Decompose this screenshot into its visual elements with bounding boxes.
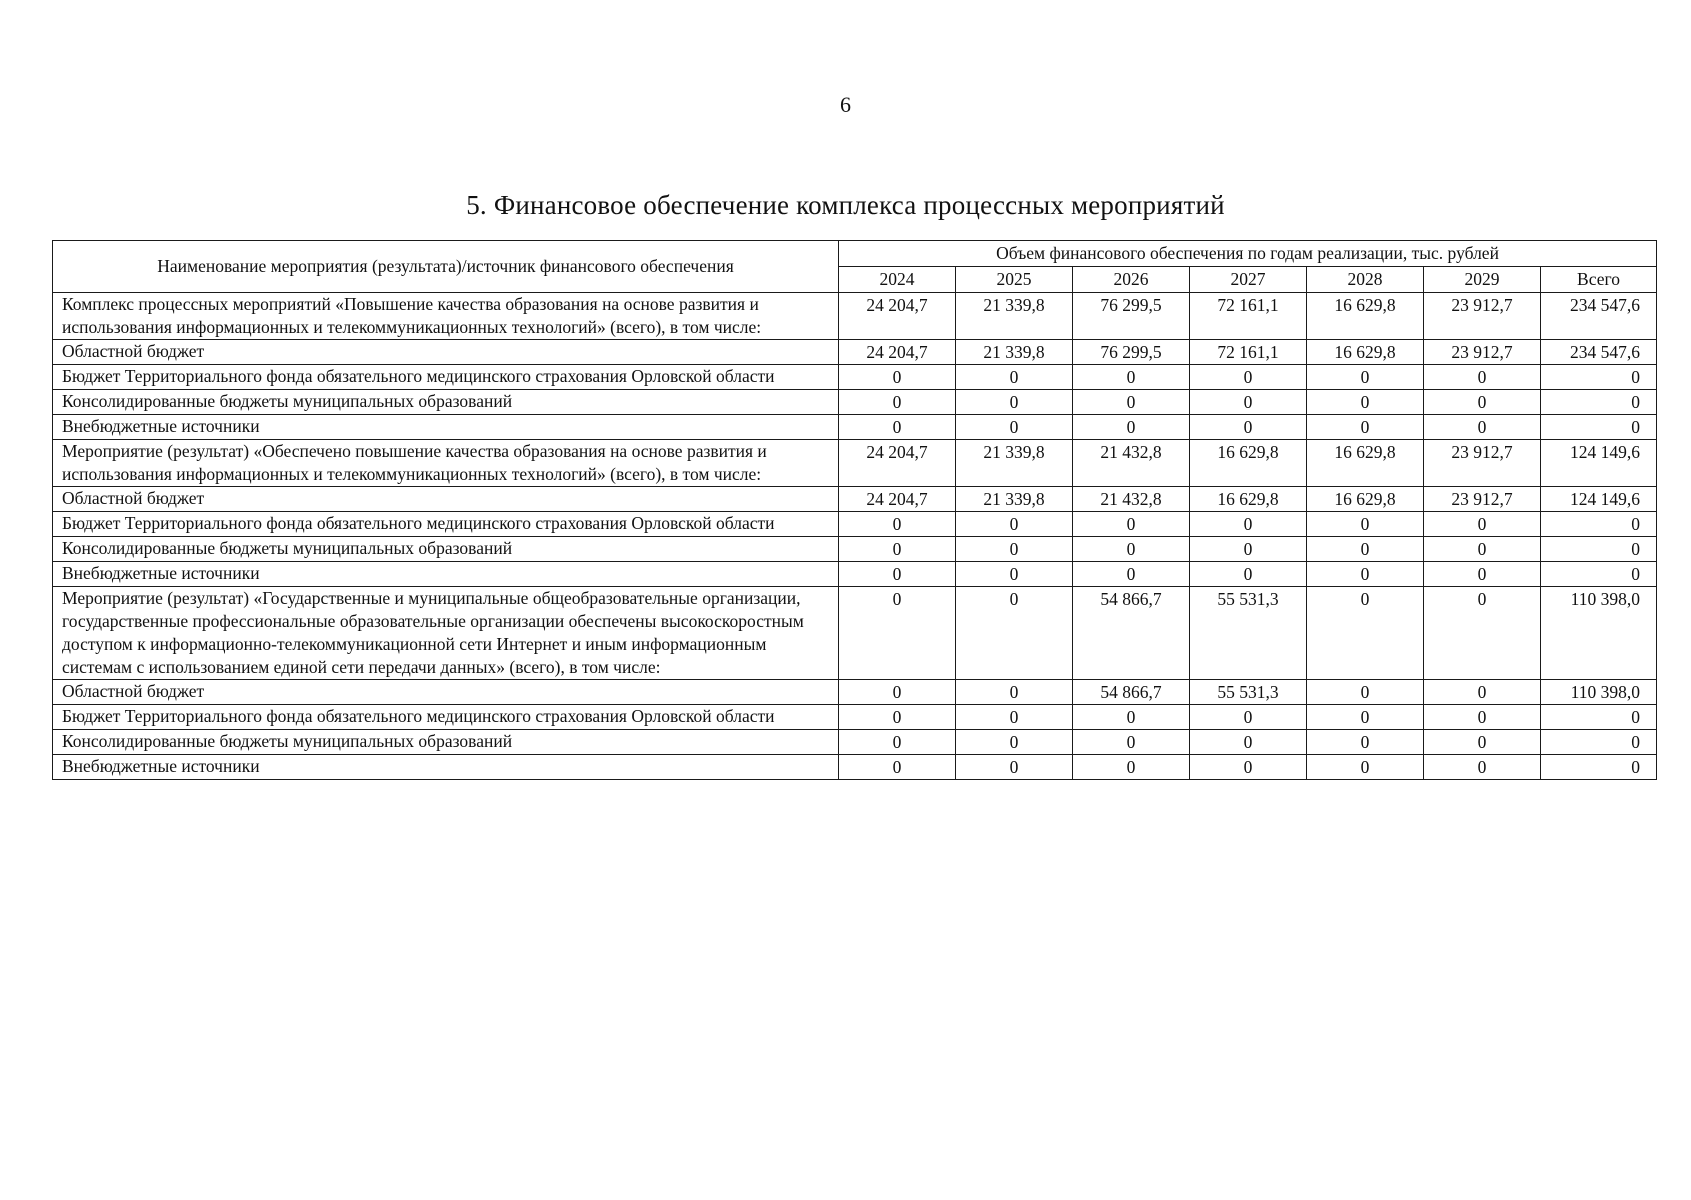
row-name-cell: Внебюджетные источники [53, 562, 839, 587]
row-value-cell: 0 [956, 365, 1073, 390]
row-value-cell: 0 [1073, 705, 1190, 730]
row-value-cell: 0 [1307, 755, 1424, 780]
header-year-2029: 2029 [1424, 267, 1541, 293]
row-value-cell: 0 [1424, 365, 1541, 390]
row-value-cell: 0 [1424, 755, 1541, 780]
row-value-cell: 0 [1307, 562, 1424, 587]
row-value-cell: 0 [839, 705, 956, 730]
row-value-cell: 21 339,8 [956, 487, 1073, 512]
row-value-cell: 0 [1073, 562, 1190, 587]
row-value-cell: 72 161,1 [1190, 340, 1307, 365]
table-row [53, 440, 1657, 487]
row-value-cell: 76 299,5 [1073, 293, 1190, 340]
row-total-cell: 124 149,6 [1541, 487, 1657, 512]
row-value-cell: 23 912,7 [1424, 440, 1541, 487]
row-value-cell: 0 [1424, 537, 1541, 562]
table-row [53, 562, 1657, 587]
row-value-cell: 0 [1073, 365, 1190, 390]
row-value-cell: 55 531,3 [1190, 587, 1307, 680]
row-value-cell: 21 339,8 [956, 293, 1073, 340]
row-total-cell: 0 [1541, 730, 1657, 755]
row-value-cell: 0 [1190, 365, 1307, 390]
row-value-cell: 0 [839, 512, 956, 537]
row-name-cell: Внебюджетные источники [53, 755, 839, 780]
table-row [53, 587, 1657, 680]
header-row-top [53, 241, 1657, 267]
row-total-cell: 234 547,6 [1541, 340, 1657, 365]
row-value-cell: 0 [1424, 730, 1541, 755]
header-year-2024: 2024 [839, 267, 956, 293]
row-name-cell: Внебюджетные источники [53, 415, 839, 440]
row-value-cell: 0 [1073, 415, 1190, 440]
row-value-cell: 23 912,7 [1424, 293, 1541, 340]
header-year-2025: 2025 [956, 267, 1073, 293]
row-value-cell: 24 204,7 [839, 440, 956, 487]
row-value-cell: 76 299,5 [1073, 340, 1190, 365]
row-value-cell: 0 [839, 755, 956, 780]
header-volume-group: Объем финансового обеспечения по годам реализации, тыс. рублей [839, 241, 1657, 267]
table-row [53, 415, 1657, 440]
table-row [53, 340, 1657, 365]
row-value-cell: 0 [839, 680, 956, 705]
table-row [53, 293, 1657, 340]
row-value-cell: 0 [956, 537, 1073, 562]
row-value-cell: 21 339,8 [956, 340, 1073, 365]
table-row [53, 705, 1657, 730]
row-total-cell: 0 [1541, 562, 1657, 587]
row-value-cell: 16 629,8 [1307, 340, 1424, 365]
row-name-cell: Бюджет Территориального фонда обязательного медицинского страхования Орловской области [53, 705, 839, 730]
row-value-cell: 24 204,7 [839, 487, 956, 512]
row-name-cell: Мероприятие (результат) «Государственные и муниципальные общеобразовательные организации, государственные профессиональные образовательные организации обеспечены высокоскоростным доступом к информационно-телекоммуникационной сети Интернет и иным информационным системам с использованием единой сети передачи данных» (всего), в том числе: [53, 587, 839, 680]
row-value-cell: 0 [1073, 730, 1190, 755]
row-total-cell: 0 [1541, 705, 1657, 730]
row-value-cell: 54 866,7 [1073, 680, 1190, 705]
row-name-cell: Комплекс процессных мероприятий «Повышение качества образования на основе развития и использования информационных и телекоммуникационных технологий» (всего), в том числе: [53, 293, 839, 340]
section-title: 5. Финансовое обеспечение комплекса процессных мероприятий [466, 190, 1225, 220]
row-total-cell: 0 [1541, 537, 1657, 562]
row-value-cell: 54 866,7 [1073, 587, 1190, 680]
table-row [53, 365, 1657, 390]
row-name-cell: Областной бюджет [53, 487, 839, 512]
row-value-cell: 0 [1424, 415, 1541, 440]
row-name-cell: Консолидированные бюджеты муниципальных образований [53, 730, 839, 755]
row-value-cell: 0 [956, 755, 1073, 780]
row-value-cell: 0 [839, 562, 956, 587]
row-value-cell: 16 629,8 [1190, 440, 1307, 487]
row-value-cell: 21 432,8 [1073, 487, 1190, 512]
row-value-cell: 0 [839, 730, 956, 755]
financing-table [52, 240, 1657, 780]
row-value-cell: 0 [1424, 512, 1541, 537]
row-value-cell: 0 [1307, 415, 1424, 440]
row-value-cell: 0 [1073, 512, 1190, 537]
row-value-cell: 0 [956, 730, 1073, 755]
row-value-cell: 55 531,3 [1190, 680, 1307, 705]
row-total-cell: 0 [1541, 512, 1657, 537]
row-value-cell: 0 [1307, 680, 1424, 705]
row-value-cell: 0 [1190, 705, 1307, 730]
table-row [53, 487, 1657, 512]
row-value-cell: 0 [956, 512, 1073, 537]
row-total-cell: 110 398,0 [1541, 587, 1657, 680]
header-year-2027: 2027 [1190, 267, 1307, 293]
row-name-cell: Бюджет Территориального фонда обязательного медицинского страхования Орловской области [53, 512, 839, 537]
row-value-cell: 0 [1307, 587, 1424, 680]
table-row [53, 537, 1657, 562]
row-value-cell: 0 [1424, 587, 1541, 680]
row-value-cell: 0 [956, 587, 1073, 680]
row-name-cell: Бюджет Территориального фонда обязательного медицинского страхования Орловской области [53, 365, 839, 390]
row-value-cell: 0 [1424, 390, 1541, 415]
row-name-cell: Консолидированные бюджеты муниципальных образований [53, 390, 839, 415]
row-value-cell: 23 912,7 [1424, 340, 1541, 365]
header-year-2026: 2026 [1073, 267, 1190, 293]
row-value-cell: 24 204,7 [839, 340, 956, 365]
row-value-cell: 0 [1307, 512, 1424, 537]
row-value-cell: 0 [839, 587, 956, 680]
row-value-cell: 16 629,8 [1307, 487, 1424, 512]
row-value-cell: 0 [839, 390, 956, 415]
row-value-cell: 0 [1424, 680, 1541, 705]
row-value-cell: 0 [956, 415, 1073, 440]
row-name-cell: Областной бюджет [53, 340, 839, 365]
row-total-cell: 0 [1541, 365, 1657, 390]
row-total-cell: 234 547,6 [1541, 293, 1657, 340]
row-value-cell: 0 [1424, 562, 1541, 587]
header-name-column: Наименование мероприятия (результата)/источник финансового обеспечения [53, 241, 839, 293]
row-total-cell: 124 149,6 [1541, 440, 1657, 487]
table-header [53, 241, 1657, 293]
row-value-cell: 0 [839, 365, 956, 390]
row-value-cell: 0 [1190, 512, 1307, 537]
row-value-cell: 24 204,7 [839, 293, 956, 340]
table-row [53, 512, 1657, 537]
row-value-cell: 0 [1190, 562, 1307, 587]
row-name-cell: Областной бюджет [53, 680, 839, 705]
header-year-2028: 2028 [1307, 267, 1424, 293]
row-value-cell: 0 [1190, 730, 1307, 755]
row-total-cell: 0 [1541, 390, 1657, 415]
row-value-cell: 0 [1307, 730, 1424, 755]
row-total-cell: 110 398,0 [1541, 680, 1657, 705]
table-row [53, 755, 1657, 780]
row-value-cell: 0 [839, 537, 956, 562]
row-value-cell: 0 [1307, 390, 1424, 415]
page-number: 6 [840, 92, 851, 117]
row-value-cell: 0 [1190, 415, 1307, 440]
row-value-cell: 0 [1307, 537, 1424, 562]
row-total-cell: 0 [1541, 415, 1657, 440]
row-value-cell: 72 161,1 [1190, 293, 1307, 340]
row-value-cell: 0 [956, 562, 1073, 587]
row-value-cell: 0 [1073, 390, 1190, 415]
row-name-cell: Консолидированные бюджеты муниципальных образований [53, 537, 839, 562]
row-name-cell: Мероприятие (результат) «Обеспечено повышение качества образования на основе развития и использования информационных и телекоммуникационных технологий» (всего), в том числе: [53, 440, 839, 487]
row-value-cell: 0 [1307, 365, 1424, 390]
table-body [53, 293, 1657, 780]
row-value-cell: 23 912,7 [1424, 487, 1541, 512]
row-value-cell: 0 [1424, 705, 1541, 730]
row-value-cell: 21 339,8 [956, 440, 1073, 487]
header-total: Всего [1541, 267, 1657, 293]
row-value-cell: 16 629,8 [1307, 440, 1424, 487]
row-total-cell: 0 [1541, 755, 1657, 780]
row-value-cell: 0 [956, 705, 1073, 730]
row-value-cell: 0 [956, 390, 1073, 415]
row-value-cell: 0 [839, 415, 956, 440]
row-value-cell: 0 [1190, 755, 1307, 780]
row-value-cell: 16 629,8 [1190, 487, 1307, 512]
row-value-cell: 21 432,8 [1073, 440, 1190, 487]
row-value-cell: 0 [1073, 537, 1190, 562]
row-value-cell: 0 [1073, 755, 1190, 780]
table-row [53, 390, 1657, 415]
row-value-cell: 0 [1190, 537, 1307, 562]
row-value-cell: 0 [1307, 705, 1424, 730]
row-value-cell: 0 [956, 680, 1073, 705]
row-value-cell: 0 [1190, 390, 1307, 415]
row-value-cell: 16 629,8 [1307, 293, 1424, 340]
table-row [53, 730, 1657, 755]
table-row [53, 680, 1657, 705]
